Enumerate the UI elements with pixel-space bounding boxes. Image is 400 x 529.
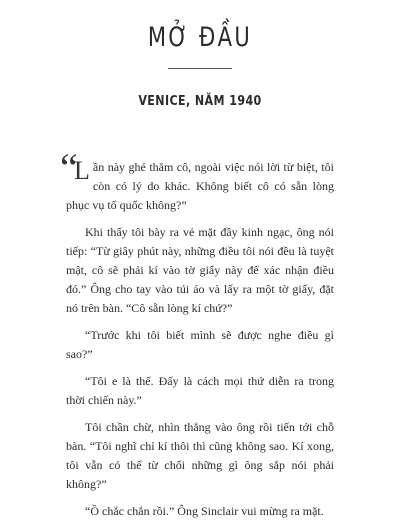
paragraph: “Trước khi tôi biết mình sẽ được nghe điều gì sao?” [66, 328, 334, 361]
chapter-title: MỞ ĐẦU [147, 22, 253, 53]
paragraph: “Ồ chắc chắn rồi.” Ông Sinclair vui mừng ra mặt. [85, 504, 324, 518]
place-date-heading: VENICE, NĂM 1940 [138, 93, 262, 109]
title-underline [168, 68, 232, 69]
paragraph [66, 158, 334, 215]
paragraph: Tôi chần chừ, nhìn thẳng vào ông rồi tiến tới chỗ bàn. “Tôi nghĩ chỉ kí thôi thì cũng không sao. Kí xong, tôi vẫn có thể từ chối những gì ông sắp nói phải không?” [66, 420, 334, 491]
body-text [66, 158, 334, 529]
paragraph: “Tôi e là thế. Đấy là cách mọi thứ diễn ra trong thời chiến này.” [66, 374, 334, 407]
drop-cap: L [74, 156, 90, 185]
paragraph-text: ần này ghé thăm cô, ngoài việc nói lời từ biệt, tôi còn có lý do khác. Không biết cô có sẵn lòng phục vụ tổ quốc không?” [66, 160, 334, 212]
opening-quote-mark: “ [60, 145, 78, 190]
paragraph: Khi thấy tôi bày ra vẻ mặt đầy kinh ngạc, ông nói tiếp: “Từ giây phút này, những điều tôi nói đều là tuyệt mật, cô sẽ phải kí vào tờ giấy này để xác nhận điều đó.” Ông cho tay vào túi áo và lấy ra một tờ giấy, đặt nó trên bàn. “Cô sẵn lòng kí chứ?” [66, 225, 334, 315]
